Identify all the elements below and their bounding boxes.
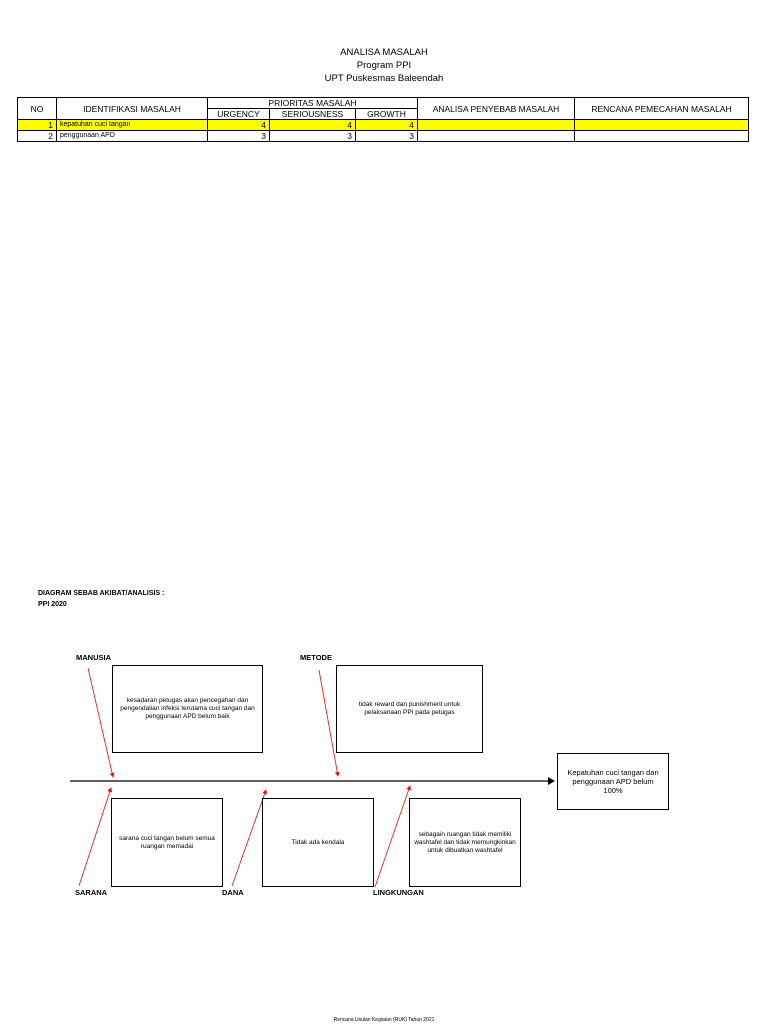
cell-seriousness: 3: [270, 131, 356, 142]
title-analisa-masalah: ANALISA MASALAH: [340, 47, 428, 58]
header-no: NO: [18, 98, 57, 120]
arrow-sarana: [79, 788, 111, 886]
cell-urgency: 3: [208, 131, 270, 142]
diagram-title: DIAGRAM SEBAB AKIBAT/ANALISIS :: [38, 590, 165, 597]
cell-seriousness: 4: [270, 120, 356, 131]
cell-masalah: penggunaan APD: [57, 131, 208, 142]
cause-box-manusia: kesadaran petugas akan pencegahan dan pengendalian infeksi terutama cuci tangan dan penggunaan APD belum baik: [112, 665, 263, 753]
cause-box-lingkungan: sebagain ruangan tidak memiliki washtafel dan tidak memungkinkan untuk dibuatkan washtafel: [409, 798, 521, 887]
cell-growth: 4: [356, 120, 418, 131]
header-identifikasi: IDENTIFIKASI MASALAH: [57, 98, 208, 120]
cell-no: 2: [18, 131, 57, 142]
header-urgency: URGENCY: [208, 109, 270, 120]
cell-masalah: kepatuhan cuci tangan: [57, 120, 208, 131]
header-analisa: ANALISA PENYEBAB MASALAH: [418, 98, 575, 120]
arrow-manusia: [88, 668, 113, 777]
title-program: Program PPI: [356, 60, 412, 71]
header-prioritas: PRIORITAS MASALAH: [208, 98, 418, 109]
category-dana: DANA: [222, 888, 244, 897]
diagram-subtitle: PPI 2020: [38, 601, 67, 608]
arrow-dana: [232, 790, 266, 886]
cell-growth: 3: [356, 131, 418, 142]
category-manusia: MANUSIA: [76, 653, 111, 662]
header-rencana: RENCANA PEMECAHAN MASALAH: [575, 98, 749, 120]
spine-arrowhead: [548, 777, 555, 785]
category-sarana: SARANA: [75, 888, 108, 897]
cause-box-sarana: sarana cuci tangan belum semua ruangan memadai: [111, 798, 223, 887]
cell-no: 1: [18, 120, 57, 131]
arrow-lingkungan: [375, 786, 410, 887]
page-footer: Rencana Usulan Kegiatan (RUK) Tahun 2021: [333, 1017, 435, 1023]
cause-box-metode: tidak reward dan punishment untuk pelaksanaan PPI pada petugas: [336, 665, 483, 753]
header-growth: GROWTH: [356, 109, 418, 120]
cell-urgency: 4: [208, 120, 270, 131]
title-puskesmas: UPT Puskesmas Baleendah: [324, 73, 444, 84]
category-metode: METODE: [300, 653, 332, 662]
effect-box: Kepatuhan cuci tangan dan penggunaan APD belum 100%: [557, 753, 669, 810]
header-seriousness: SERIOUSNESS: [270, 109, 356, 120]
category-lingkungan: LINGKUNGAN: [373, 888, 424, 897]
cause-box-dana: Tidak ada kendala: [262, 798, 374, 887]
